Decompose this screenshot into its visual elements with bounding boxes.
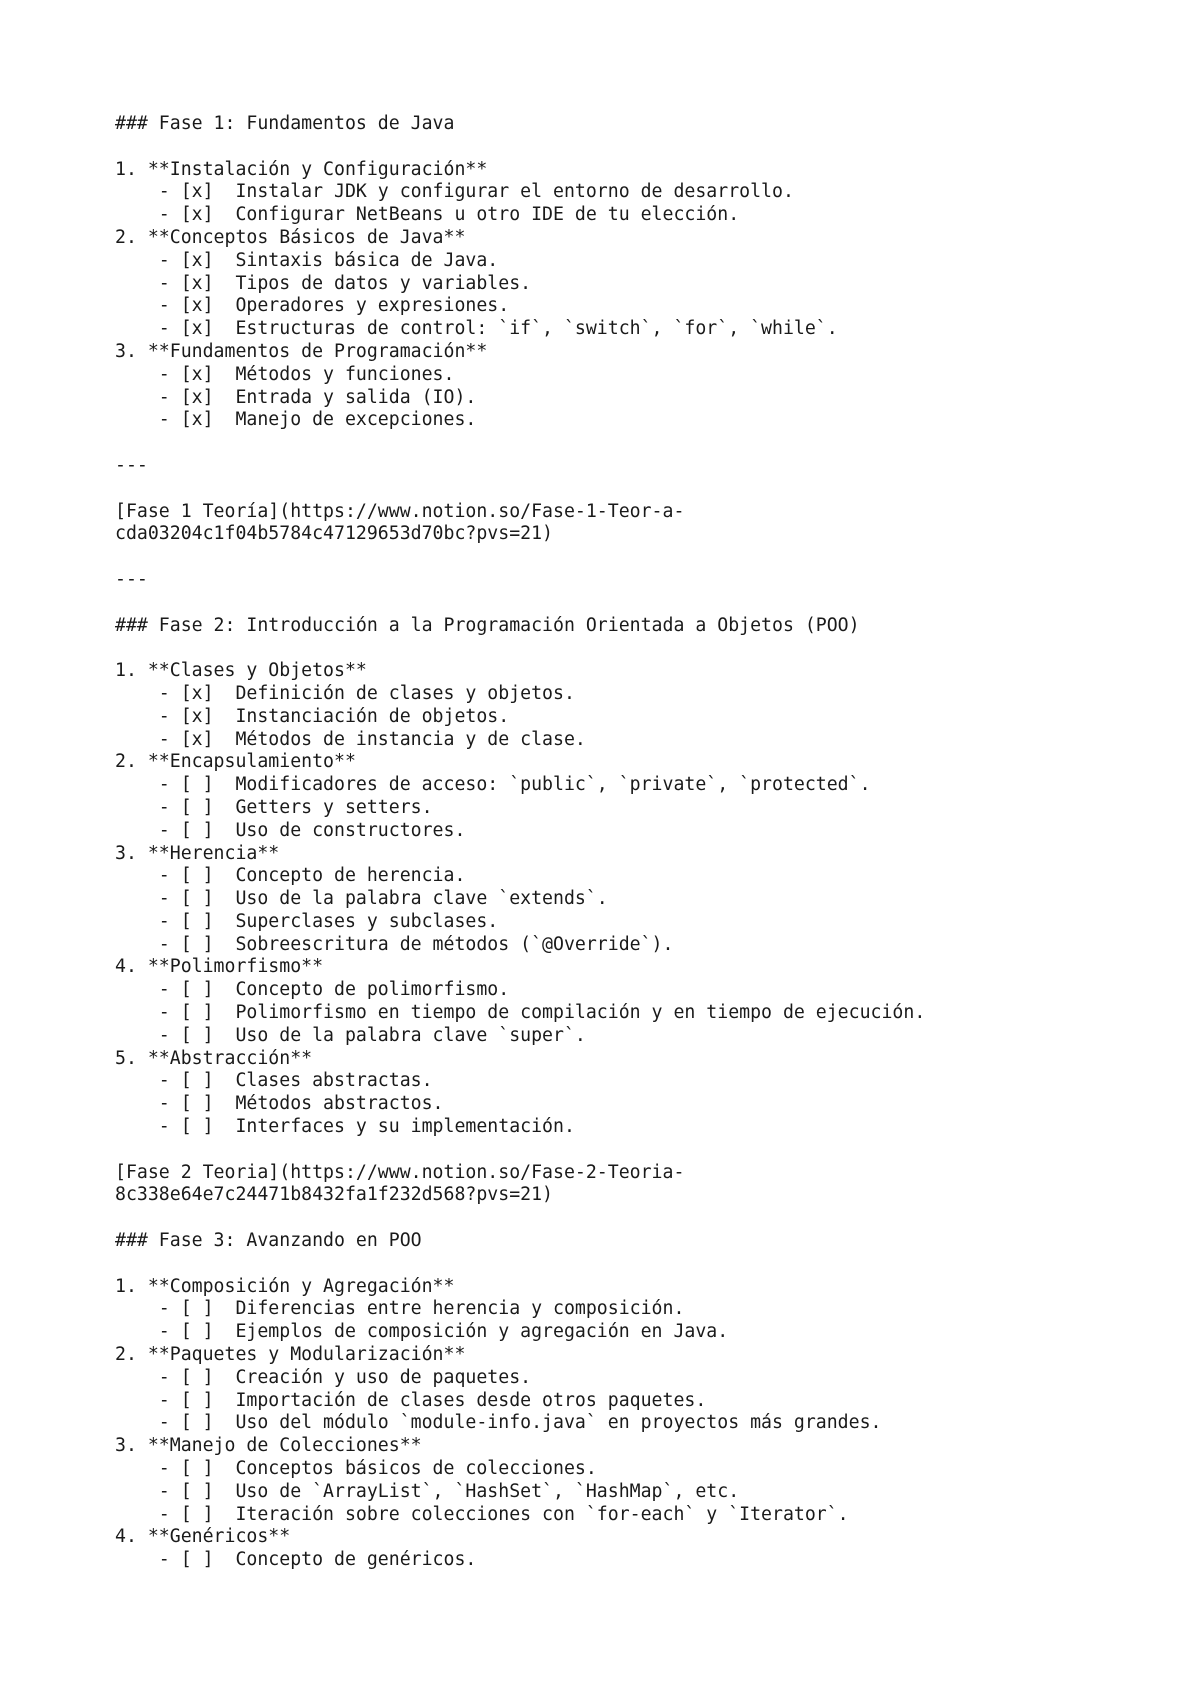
checklist-item: - [ ] Uso de constructores. [115,819,466,841]
checklist-item: - [ ] Polimorfismo en tiempo de compilación y en tiempo de ejecución. [115,1002,926,1024]
numbered-item: 2. **Paquetes y Modularización** [115,1344,466,1366]
blank-line [115,592,1175,615]
checklist-item: - [ ] Sobreescritura de métodos (`@Override`). [115,933,674,955]
horizontal-rule: --- [115,568,148,590]
checklist-item: - [x] Configurar NetBeans u otro IDE de tu elección. [115,204,740,226]
link-text: [Fase 2 Teoria](https://www.notion.so/Fase-2-Teoria- [115,1161,685,1183]
horizontal-rule: --- [115,454,148,476]
section-heading: ### Fase 2: Introducción a la Programación Orientada a Objetos (POO) [115,614,860,636]
checklist-item: - [ ] Concepto de herencia. [115,865,466,887]
checklist-item: - [ ] Concepto de polimorfismo. [115,979,510,1001]
checklist-item: - [ ] Creación y uso de paquetes. [115,1366,532,1388]
checklist-item: - [x] Operadores y expresiones. [115,295,510,317]
blank-line [115,432,1175,455]
checklist-item: - [ ] Uso de la palabra clave `super`. [115,1024,586,1046]
numbered-item: 5. **Abstracción** [115,1047,313,1069]
numbered-item: 3. **Herencia** [115,842,280,864]
checklist-item: - [x] Instanciación de objetos. [115,705,510,727]
checklist-item: - [ ] Concepto de genéricos. [115,1549,477,1571]
checklist-item: - [ ] Métodos abstractos. [115,1093,444,1115]
blank-line [115,478,1175,501]
blank-line [115,1207,1175,1230]
checklist-item: - [ ] Diferencias entre herencia y composición. [115,1298,685,1320]
blank-line [115,1253,1175,1276]
checklist-item: - [ ] Ejemplos de composición y agregación en Java. [115,1321,729,1343]
numbered-item: 1. **Instalación y Configuración** [115,158,488,180]
checklist-item: - [ ] Uso de la palabra clave `extends`. [115,888,608,910]
checklist-item: - [ ] Superclases y subclases. [115,910,499,932]
numbered-item: 4. **Genéricos** [115,1526,291,1548]
checklist-item: - [x] Manejo de excepciones. [115,409,477,431]
blank-line [115,1139,1175,1162]
checklist-item: - [ ] Getters y setters. [115,796,433,818]
checklist-item: - [x] Instalar JDK y configurar el entorno de desarrollo. [115,181,794,203]
checklist-item: - [ ] Modificadores de acceso: `public`, `private`, `protected`. [115,774,871,796]
checklist-item: - [ ] Importación de clases desde otros paquetes. [115,1389,707,1411]
numbered-item: 2. **Conceptos Básicos de Java** [115,226,466,248]
checklist-item: - [ ] Interfaces y su implementación. [115,1116,575,1138]
numbered-item: 3. **Fundamentos de Programación** [115,340,488,362]
checklist-item: - [x] Estructuras de control: `if`, `switch`, `for`, `while`. [115,318,838,340]
checklist-item: - [x] Definición de clases y objetos. [115,682,575,704]
blank-line [115,546,1175,569]
numbered-item: 1. **Clases y Objetos** [115,660,367,682]
checklist-item: - [x] Sintaxis básica de Java. [115,249,499,271]
link-text: [Fase 1 Teoría](https://www.notion.so/Fase-1-Teor-a- [115,500,685,522]
checklist-item: - [ ] Clases abstractas. [115,1070,433,1092]
numbered-item: 2. **Encapsulamiento** [115,751,356,773]
numbered-item: 1. **Composición y Agregación** [115,1275,455,1297]
blank-line [115,637,1175,660]
checklist-item: - [x] Tipos de datos y variables. [115,272,532,294]
checklist-item: - [x] Métodos y funciones. [115,363,455,385]
text-line: 8c338e64e7c24471b8432fa1f232d568?pvs=21) [115,1184,553,1206]
blank-line [115,136,1175,159]
checklist-item: - [ ] Uso del módulo `module-info.java` en proyectos más grandes. [115,1412,882,1434]
numbered-item: 4. **Polimorfismo** [115,956,324,978]
checklist-item: - [x] Métodos de instancia y de clase. [115,728,586,750]
text-line: cda03204c1f04b5784c47129653d70bc?pvs=21) [115,523,553,545]
checklist-item: - [ ] Iteración sobre colecciones con `for-each` y `Iterator`. [115,1503,849,1525]
checklist-item: - [ ] Conceptos básicos de colecciones. [115,1458,597,1480]
checklist-item: - [ ] Uso de `ArrayList`, `HashSet`, `HashMap`, etc. [115,1480,740,1502]
section-heading: ### Fase 3: Avanzando en POO [115,1230,422,1252]
checklist-item: - [x] Entrada y salida (IO). [115,386,477,408]
document-body [115,113,1175,1572]
numbered-item: 3. **Manejo de Colecciones** [115,1435,422,1457]
section-heading: ### Fase 1: Fundamentos de Java [115,113,455,134]
